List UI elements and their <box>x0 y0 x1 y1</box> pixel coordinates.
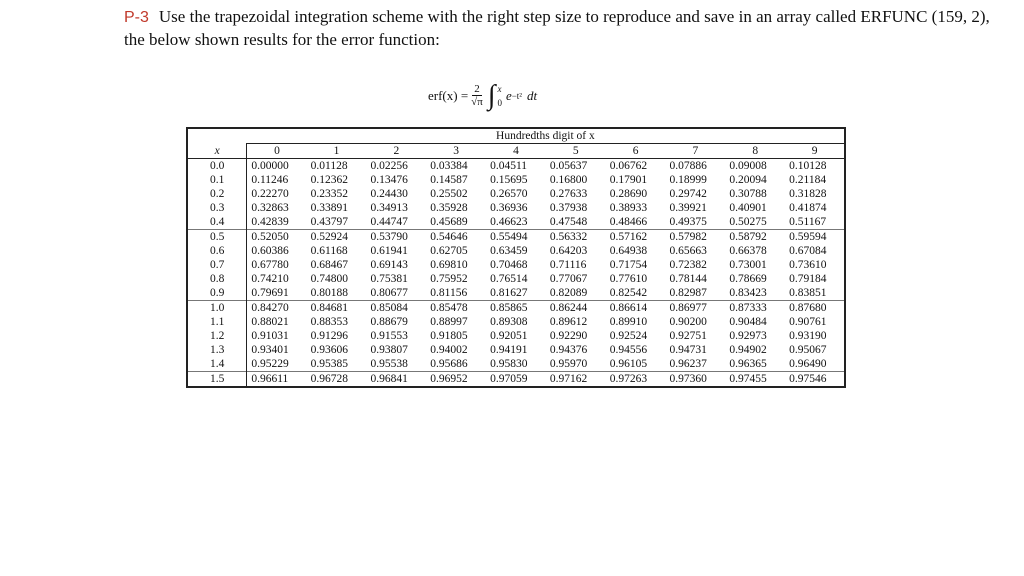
erf-value-cell: 0.76514 <box>490 273 528 285</box>
erf-value-cell: 0.45689 <box>430 216 468 228</box>
erf-value-cell: 0.11246 <box>251 174 289 186</box>
erf-value-cell: 0.93606 <box>310 344 348 356</box>
erf-value-cell: 0.96728 <box>307 372 367 388</box>
erf-value-cell: 0.37938 <box>549 202 588 214</box>
erf-value-cell: 0.73610 <box>789 259 827 271</box>
erf-value-cell: 0.92051 <box>490 330 528 342</box>
table-row <box>187 187 845 201</box>
erf-value-cell: 0.91805 <box>430 330 468 342</box>
erf-value-cell: 0.05637 <box>549 160 588 172</box>
digit-header: 4 <box>486 144 546 159</box>
erf-value-cell: 0.59594 <box>785 230 845 245</box>
erf-value-cell: 0.79691 <box>251 287 289 299</box>
erf-value-cell: 0.06762 <box>609 160 648 172</box>
table-row <box>187 372 845 388</box>
erf-value-cell: 0.01128 <box>310 160 348 172</box>
erf-value-cell: 0.82089 <box>549 287 588 299</box>
erf-value-cell: 0.25502 <box>430 188 468 200</box>
erf-value-cell: 0.96490 <box>789 358 827 370</box>
erf-value-cell: 0.18999 <box>669 174 707 186</box>
erf-value-cell: 0.88997 <box>430 316 468 328</box>
erf-value-cell: 0.44747 <box>370 216 408 228</box>
erf-value-cell: 0.00000 <box>251 160 289 172</box>
erf-value-cell: 0.87333 <box>725 301 785 316</box>
integrand-base: e <box>505 88 512 103</box>
table-row <box>187 258 845 272</box>
erf-value-cell: 0.31828 <box>789 188 827 200</box>
problem-statement <box>124 6 1004 51</box>
lower-limit: 0 <box>497 98 502 108</box>
digit-header: 1 <box>307 144 367 159</box>
erf-value-cell: 0.96841 <box>366 372 426 388</box>
formula-fraction <box>471 83 483 109</box>
erf-value-cell: 0.65663 <box>669 245 707 257</box>
erf-value-cell: 0.79184 <box>789 273 827 285</box>
erf-value-cell: 0.69810 <box>430 259 468 271</box>
erf-value-cell: 0.74210 <box>251 273 289 285</box>
erf-value-cell: 0.81156 <box>430 287 468 299</box>
erf-value-cell: 0.91296 <box>310 330 348 342</box>
x-value-cell: 1.4 <box>187 357 247 372</box>
erf-value-cell: 0.10128 <box>789 160 827 172</box>
erf-value-cell: 0.50275 <box>729 216 767 228</box>
erf-value-cell: 0.02256 <box>370 160 408 172</box>
differential: dt <box>527 88 538 103</box>
erf-value-cell: 0.67780 <box>251 259 289 271</box>
integrand-exponent: −t² <box>511 91 522 101</box>
erf-value-cell: 0.97546 <box>785 372 845 388</box>
formula-lhs: erf(x) = <box>428 88 469 103</box>
digit-header: 5 <box>546 144 606 159</box>
erf-value-cell: 0.89612 <box>549 316 588 328</box>
erf-value-cell: 0.95067 <box>789 344 827 356</box>
x-value-cell: 0.9 <box>187 286 247 301</box>
erf-value-cell: 0.97162 <box>546 372 606 388</box>
erf-value-cell: 0.17901 <box>609 174 648 186</box>
problem-label: P-3 <box>124 9 149 26</box>
upper-limit: x <box>497 84 502 94</box>
erf-value-cell: 0.91553 <box>370 330 408 342</box>
table-row <box>187 343 845 357</box>
erf-value-cell: 0.71754 <box>609 259 648 271</box>
erf-value-cell: 0.69143 <box>370 259 408 271</box>
erf-value-cell: 0.34913 <box>370 202 408 214</box>
x-value-cell: 1.3 <box>187 343 247 357</box>
erf-value-cell: 0.52050 <box>247 230 307 245</box>
erf-value-cell: 0.78144 <box>669 273 707 285</box>
formula-numerator: 2 <box>474 83 480 95</box>
erf-value-cell: 0.93190 <box>789 330 827 342</box>
erf-value-cell: 0.75952 <box>430 273 468 285</box>
erf-value-cell: 0.86977 <box>666 301 726 316</box>
formula-denominator: √π <box>471 96 483 108</box>
erf-value-cell: 0.91031 <box>251 330 289 342</box>
x-value-cell: 1.0 <box>187 301 247 316</box>
erf-value-cell: 0.85084 <box>366 301 426 316</box>
table-row <box>187 159 845 174</box>
erf-value-cell: 0.53790 <box>366 230 426 245</box>
x-value-cell: 0.8 <box>187 272 247 286</box>
erf-value-cell: 0.78669 <box>729 273 767 285</box>
erf-value-cell: 0.48466 <box>609 216 648 228</box>
erf-value-cell: 0.81627 <box>490 287 528 299</box>
erf-value-cell: 0.30788 <box>729 188 767 200</box>
erf-value-cell: 0.33891 <box>310 202 348 214</box>
x-header: x <box>187 144 247 159</box>
erf-value-cell: 0.55494 <box>486 230 546 245</box>
erf-value-cell: 0.04511 <box>490 160 528 172</box>
erf-value-cell: 0.54646 <box>426 230 486 245</box>
erf-value-cell: 0.89910 <box>609 316 648 328</box>
erf-value-cell: 0.57982 <box>666 230 726 245</box>
digit-header: 7 <box>666 144 726 159</box>
erf-table <box>186 127 846 388</box>
erf-value-cell: 0.96611 <box>247 372 307 388</box>
erf-value-cell: 0.96237 <box>669 358 707 370</box>
x-value-cell: 0.6 <box>187 244 247 258</box>
erf-value-cell: 0.57162 <box>606 230 666 245</box>
table-row <box>187 301 845 316</box>
erf-value-cell: 0.74800 <box>310 273 348 285</box>
erf-value-cell: 0.72382 <box>669 259 707 271</box>
erf-value-cell: 0.58792 <box>725 230 785 245</box>
erf-value-cell: 0.97360 <box>666 372 726 388</box>
erf-value-cell: 0.80188 <box>310 287 348 299</box>
erf-value-cell: 0.71116 <box>549 259 587 271</box>
integral-limits <box>497 82 502 110</box>
erf-value-cell: 0.61941 <box>370 245 408 257</box>
erf-value-cell: 0.62705 <box>430 245 468 257</box>
erf-value-cell: 0.67084 <box>789 245 827 257</box>
erf-value-cell: 0.82987 <box>669 287 707 299</box>
integral-symbol: ∫ <box>487 80 496 111</box>
erf-value-cell: 0.88679 <box>370 316 408 328</box>
erf-value-cell: 0.86614 <box>606 301 666 316</box>
digit-header: 3 <box>426 144 486 159</box>
erf-value-cell: 0.96365 <box>729 358 767 370</box>
erf-value-cell: 0.46623 <box>490 216 528 228</box>
x-value-cell: 0.5 <box>187 230 247 245</box>
erf-value-cell: 0.94902 <box>729 344 767 356</box>
x-value-cell: 0.0 <box>187 159 247 174</box>
erf-value-cell: 0.42839 <box>251 216 289 228</box>
erf-value-cell: 0.83851 <box>789 287 827 299</box>
erf-value-cell: 0.36936 <box>490 202 528 214</box>
erf-value-cell: 0.56332 <box>546 230 606 245</box>
erf-value-cell: 0.24430 <box>370 188 408 200</box>
digit-header: 9 <box>785 144 845 159</box>
table-row <box>187 315 845 329</box>
erf-value-cell: 0.49375 <box>669 216 707 228</box>
erf-formula <box>428 76 537 116</box>
erf-value-cell: 0.70468 <box>490 259 528 271</box>
erf-value-cell: 0.96952 <box>426 372 486 388</box>
erf-value-cell: 0.60386 <box>251 245 289 257</box>
erf-value-cell: 0.64203 <box>549 245 588 257</box>
erf-value-cell: 0.09008 <box>729 160 767 172</box>
x-value-cell: 0.3 <box>187 201 247 215</box>
erf-value-cell: 0.51167 <box>789 216 827 228</box>
table-row <box>187 215 845 230</box>
erf-value-cell: 0.07886 <box>669 160 707 172</box>
erf-value-cell: 0.64938 <box>609 245 648 257</box>
erf-value-cell: 0.77067 <box>549 273 588 285</box>
erf-value-cell: 0.88353 <box>310 316 348 328</box>
erf-value-cell: 0.21184 <box>789 174 827 186</box>
table-row <box>187 201 845 215</box>
erf-value-cell: 0.14587 <box>430 174 468 186</box>
x-value-cell: 0.4 <box>187 215 247 230</box>
digit-header: 6 <box>606 144 666 159</box>
table-row <box>187 286 845 301</box>
erf-value-cell: 0.23352 <box>310 188 348 200</box>
table-row <box>187 272 845 286</box>
x-value-cell: 0.7 <box>187 258 247 272</box>
erf-value-cell: 0.90761 <box>789 316 827 328</box>
erf-value-cell: 0.38933 <box>609 202 648 214</box>
erf-value-cell: 0.97059 <box>486 372 546 388</box>
erf-value-cell: 0.28690 <box>609 188 648 200</box>
erf-value-cell: 0.87680 <box>785 301 845 316</box>
erf-value-cell: 0.84270 <box>247 301 307 316</box>
erf-value-cell: 0.16800 <box>549 174 588 186</box>
erf-value-cell: 0.43797 <box>310 216 348 228</box>
erf-value-cell: 0.86244 <box>546 301 606 316</box>
erf-value-cell: 0.85865 <box>486 301 546 316</box>
table-row <box>187 230 845 245</box>
erf-value-cell: 0.40901 <box>729 202 767 214</box>
erf-value-cell: 0.97263 <box>606 372 666 388</box>
erf-value-cell: 0.95830 <box>490 358 528 370</box>
erf-value-cell: 0.94191 <box>490 344 528 356</box>
erf-value-cell: 0.52924 <box>307 230 367 245</box>
erf-value-cell: 0.32863 <box>251 202 289 214</box>
erf-value-cell: 0.94556 <box>609 344 648 356</box>
digit-header: 8 <box>725 144 785 159</box>
erf-value-cell: 0.75381 <box>370 273 408 285</box>
erf-value-cell: 0.95229 <box>251 358 289 370</box>
erf-value-cell: 0.15695 <box>490 174 528 186</box>
erf-value-cell: 0.97455 <box>725 372 785 388</box>
erf-value-cell: 0.85478 <box>426 301 486 316</box>
caption-spacer <box>187 128 247 144</box>
erf-value-cell: 0.94002 <box>430 344 468 356</box>
erf-value-cell: 0.88021 <box>251 316 289 328</box>
erf-value-cell: 0.92524 <box>609 330 648 342</box>
erf-value-cell: 0.22270 <box>251 188 289 200</box>
erf-value-cell: 0.66378 <box>729 245 767 257</box>
table-row <box>187 173 845 187</box>
erf-value-cell: 0.95385 <box>310 358 348 370</box>
erf-value-cell: 0.95538 <box>370 358 408 370</box>
erf-value-cell: 0.95970 <box>549 358 588 370</box>
erf-value-cell: 0.84681 <box>307 301 367 316</box>
table-caption: Hundredths digit of x <box>247 128 845 144</box>
x-value-cell: 0.1 <box>187 173 247 187</box>
x-value-cell: 1.5 <box>187 372 247 388</box>
erf-value-cell: 0.12362 <box>310 174 348 186</box>
digit-header: 2 <box>366 144 426 159</box>
erf-value-cell: 0.93807 <box>370 344 408 356</box>
table-row <box>187 329 845 343</box>
erf-value-cell: 0.77610 <box>609 273 648 285</box>
erf-value-cell: 0.89308 <box>490 316 528 328</box>
erf-value-cell: 0.61168 <box>310 245 348 257</box>
erf-value-cell: 0.35928 <box>430 202 468 214</box>
x-value-cell: 0.2 <box>187 187 247 201</box>
erf-value-cell: 0.13476 <box>370 174 408 186</box>
erf-value-cell: 0.82542 <box>609 287 648 299</box>
erf-value-cell: 0.94731 <box>669 344 707 356</box>
erf-value-cell: 0.47548 <box>549 216 588 228</box>
erf-value-cell: 0.41874 <box>789 202 827 214</box>
digit-header-row <box>187 144 845 159</box>
erf-value-cell: 0.83423 <box>729 287 767 299</box>
table-row <box>187 244 845 258</box>
erf-value-cell: 0.95686 <box>430 358 468 370</box>
erf-value-cell: 0.63459 <box>490 245 528 257</box>
erf-value-cell: 0.27633 <box>549 188 588 200</box>
erf-value-cell: 0.29742 <box>669 188 707 200</box>
erf-value-cell: 0.92973 <box>729 330 767 342</box>
erf-value-cell: 0.26570 <box>490 188 528 200</box>
x-value-cell: 1.2 <box>187 329 247 343</box>
erf-value-cell: 0.20094 <box>729 174 767 186</box>
erf-value-cell: 0.39921 <box>669 202 707 214</box>
erf-value-cell: 0.92290 <box>549 330 588 342</box>
erf-value-cell: 0.93401 <box>251 344 289 356</box>
erf-value-cell: 0.03384 <box>430 160 468 172</box>
erf-value-cell: 0.80677 <box>370 287 408 299</box>
table-row <box>187 357 845 372</box>
erf-value-cell: 0.94376 <box>549 344 588 356</box>
digit-header: 0 <box>247 144 307 159</box>
table-body <box>187 159 845 388</box>
erf-value-cell: 0.68467 <box>310 259 348 271</box>
erf-value-cell: 0.73001 <box>729 259 767 271</box>
x-value-cell: 1.1 <box>187 315 247 329</box>
erf-value-cell: 0.90484 <box>729 316 767 328</box>
erf-value-cell: 0.96105 <box>609 358 648 370</box>
erf-value-cell: 0.90200 <box>669 316 707 328</box>
erf-value-cell: 0.92751 <box>669 330 707 342</box>
problem-text: Use the trapezoidal integration scheme with the right step size to reproduce and save in an array called ERFUNC (159, 2), the below shown results for the error function: <box>124 7 990 49</box>
